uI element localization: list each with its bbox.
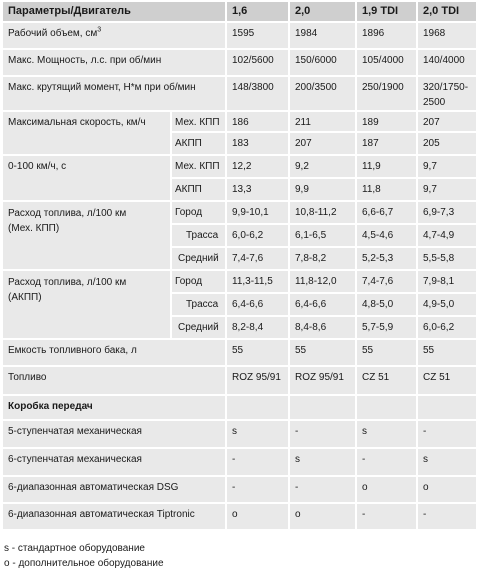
table-cell: 9,9 <box>289 178 356 201</box>
table-cell: 200/3500 <box>289 76 356 111</box>
sub-label: Средний <box>171 247 226 270</box>
table-cell: 211 <box>289 111 356 132</box>
table-cell: 11,3-11,5 <box>226 270 289 293</box>
table-row <box>2 155 477 178</box>
table-row <box>2 339 477 366</box>
table-row <box>2 201 477 224</box>
table-cell: o <box>356 476 417 503</box>
table-cell: 7,4-7,6 <box>226 247 289 270</box>
sub-label: Средний <box>171 316 226 339</box>
table-cell: 11,8 <box>356 178 417 201</box>
table-cell: 6,0-6,2 <box>226 224 289 247</box>
table-cell: 4,5-4,6 <box>356 224 417 247</box>
row-label-tank: Емкость топливного бака, л <box>2 339 226 366</box>
header-engine-1: 1,6 <box>226 1 289 22</box>
sub-label: Мех. КПП <box>171 155 226 178</box>
table-cell: 6,4-6,6 <box>226 293 289 316</box>
table-cell: 105/4000 <box>356 49 417 76</box>
table-cell: 11,9 <box>356 155 417 178</box>
row-label-torque: Макс. крутящий момент, Н*м при об/мин <box>2 76 226 111</box>
table-cell: 4,9-5,0 <box>417 293 477 316</box>
table-cell: 6,1-6,5 <box>289 224 356 247</box>
table-cell: 6,0-6,2 <box>417 316 477 339</box>
sub-label: Трасса <box>171 224 226 247</box>
sub-label: Мех. КПП <box>171 111 226 132</box>
row-label-accel: 0-100 км/ч, с <box>2 155 171 201</box>
table-cell: 5,5-5,8 <box>417 247 477 270</box>
table-cell: ROZ 95/91 <box>289 366 356 395</box>
fuel-auto-label-2: (АКПП) <box>8 292 42 303</box>
fuel-auto-label-1: Расход топлива, л/100 км <box>8 277 127 288</box>
table-row <box>2 448 477 476</box>
table-cell: 9,9-10,1 <box>226 201 289 224</box>
table-cell: ROZ 95/91 <box>226 366 289 395</box>
row-label-fuel-manual <box>2 201 171 270</box>
sub-label: Трасса <box>171 293 226 316</box>
table-cell: 186 <box>226 111 289 132</box>
table-cell: s <box>226 420 289 448</box>
table-cell: s <box>417 448 477 476</box>
table-cell: 1595 <box>226 22 289 49</box>
legend-optional: o - дополнительное оборудование <box>4 558 164 569</box>
table-cell: 205 <box>417 132 477 155</box>
gearbox-label: 6-диапазонная автоматическая DSG <box>2 476 226 503</box>
table-cell: 8,4-8,6 <box>289 316 356 339</box>
table-row <box>2 366 477 395</box>
sub-label: Город <box>171 270 226 293</box>
table-cell: 207 <box>417 111 477 132</box>
table-cell: - <box>226 476 289 503</box>
table-cell: o <box>226 503 289 530</box>
row-label-power: Макс. Мощность, л.с. при об/мин <box>2 49 226 76</box>
table-cell <box>226 395 289 420</box>
table-cell: 102/5600 <box>226 49 289 76</box>
table-cell: 5,7-5,9 <box>356 316 417 339</box>
table-cell: 9,7 <box>417 155 477 178</box>
table-cell: 7,9-8,1 <box>417 270 477 293</box>
table-cell: 13,3 <box>226 178 289 201</box>
table-cell: 189 <box>356 111 417 132</box>
table-cell <box>417 395 477 420</box>
table-cell: 250/1900 <box>356 76 417 111</box>
table-cell <box>356 395 417 420</box>
table-cell: 148/3800 <box>226 76 289 111</box>
table-cell: 10,8-11,2 <box>289 201 356 224</box>
table-cell: 6,9-7,3 <box>417 201 477 224</box>
gearbox-label: 5-ступенчатая механическая <box>2 420 226 448</box>
row-label-maxspeed: Максимальная скорость, км/ч <box>2 111 171 155</box>
table-cell: CZ 51 <box>417 366 477 395</box>
displacement-sup: 3 <box>97 26 102 34</box>
table-cell: - <box>356 448 417 476</box>
gearbox-section-title: Коробка передач <box>2 395 226 420</box>
table-cell: 187 <box>356 132 417 155</box>
table-cell: - <box>356 503 417 530</box>
table-cell: 6,6-6,7 <box>356 201 417 224</box>
table-cell <box>289 395 356 420</box>
table-cell: 55 <box>289 339 356 366</box>
table-cell: - <box>417 503 477 530</box>
table-cell: 1896 <box>356 22 417 49</box>
table-row <box>2 111 477 132</box>
table-cell: 207 <box>289 132 356 155</box>
table-cell: 9,7 <box>417 178 477 201</box>
table-cell: CZ 51 <box>356 366 417 395</box>
displacement-label: Рабочий объем, см <box>8 28 98 39</box>
table-cell: - <box>289 476 356 503</box>
table-row <box>2 503 477 530</box>
header-param: Параметры/Двигатель <box>2 1 226 22</box>
table-row <box>2 270 477 293</box>
table-cell: o <box>417 476 477 503</box>
table-cell: 12,2 <box>226 155 289 178</box>
row-label-fuel: Топливо <box>2 366 226 395</box>
table-cell: 55 <box>356 339 417 366</box>
table-cell: 4,8-5,0 <box>356 293 417 316</box>
table-cell: - <box>417 420 477 448</box>
table-cell: s <box>289 448 356 476</box>
row-label-displacement <box>2 22 226 49</box>
row-label-fuel-auto <box>2 270 171 339</box>
table-cell: - <box>226 448 289 476</box>
table-cell: 11,8-12,0 <box>289 270 356 293</box>
table-cell: 8,2-8,4 <box>226 316 289 339</box>
table-cell: 1968 <box>417 22 477 49</box>
table-row <box>2 420 477 448</box>
table-row <box>2 395 477 420</box>
table-cell: 320/1750-2500 <box>417 76 477 111</box>
table-row <box>2 49 477 76</box>
gearbox-label: 6-ступенчатая механическая <box>2 448 226 476</box>
table-cell: - <box>289 420 356 448</box>
spec-table <box>1 0 477 531</box>
table-cell: 6,4-6,6 <box>289 293 356 316</box>
table-cell: 140/4000 <box>417 49 477 76</box>
table-cell: 55 <box>417 339 477 366</box>
table-row <box>2 76 477 111</box>
table-cell: 4,7-4,9 <box>417 224 477 247</box>
header-engine-2: 2,0 <box>289 1 356 22</box>
gearbox-label: 6-диапазонная автоматическая Tiptronic <box>2 503 226 530</box>
table-cell: 183 <box>226 132 289 155</box>
table-cell: 55 <box>226 339 289 366</box>
sub-label: Город <box>171 201 226 224</box>
table-cell: 1984 <box>289 22 356 49</box>
sub-label: АКПП <box>171 178 226 201</box>
table-cell: o <box>289 503 356 530</box>
table-cell: 7,4-7,6 <box>356 270 417 293</box>
sub-label: АКПП <box>171 132 226 155</box>
legend-standard: s - стандартное оборудование <box>4 543 145 554</box>
fuel-manual-label-2: (Мех. КПП) <box>8 223 60 234</box>
fuel-manual-label-1: Расход топлива, л/100 км <box>8 208 127 219</box>
table-cell: s <box>356 420 417 448</box>
table-cell: 7,8-8,2 <box>289 247 356 270</box>
table-cell: 5,2-5,3 <box>356 247 417 270</box>
header-engine-3: 1,9 TDI <box>356 1 417 22</box>
table-cell: 9,2 <box>289 155 356 178</box>
table-cell: 150/6000 <box>289 49 356 76</box>
table-header-row <box>2 1 477 22</box>
header-engine-4: 2,0 TDI <box>417 1 477 22</box>
table-row <box>2 476 477 503</box>
table-row <box>2 22 477 49</box>
